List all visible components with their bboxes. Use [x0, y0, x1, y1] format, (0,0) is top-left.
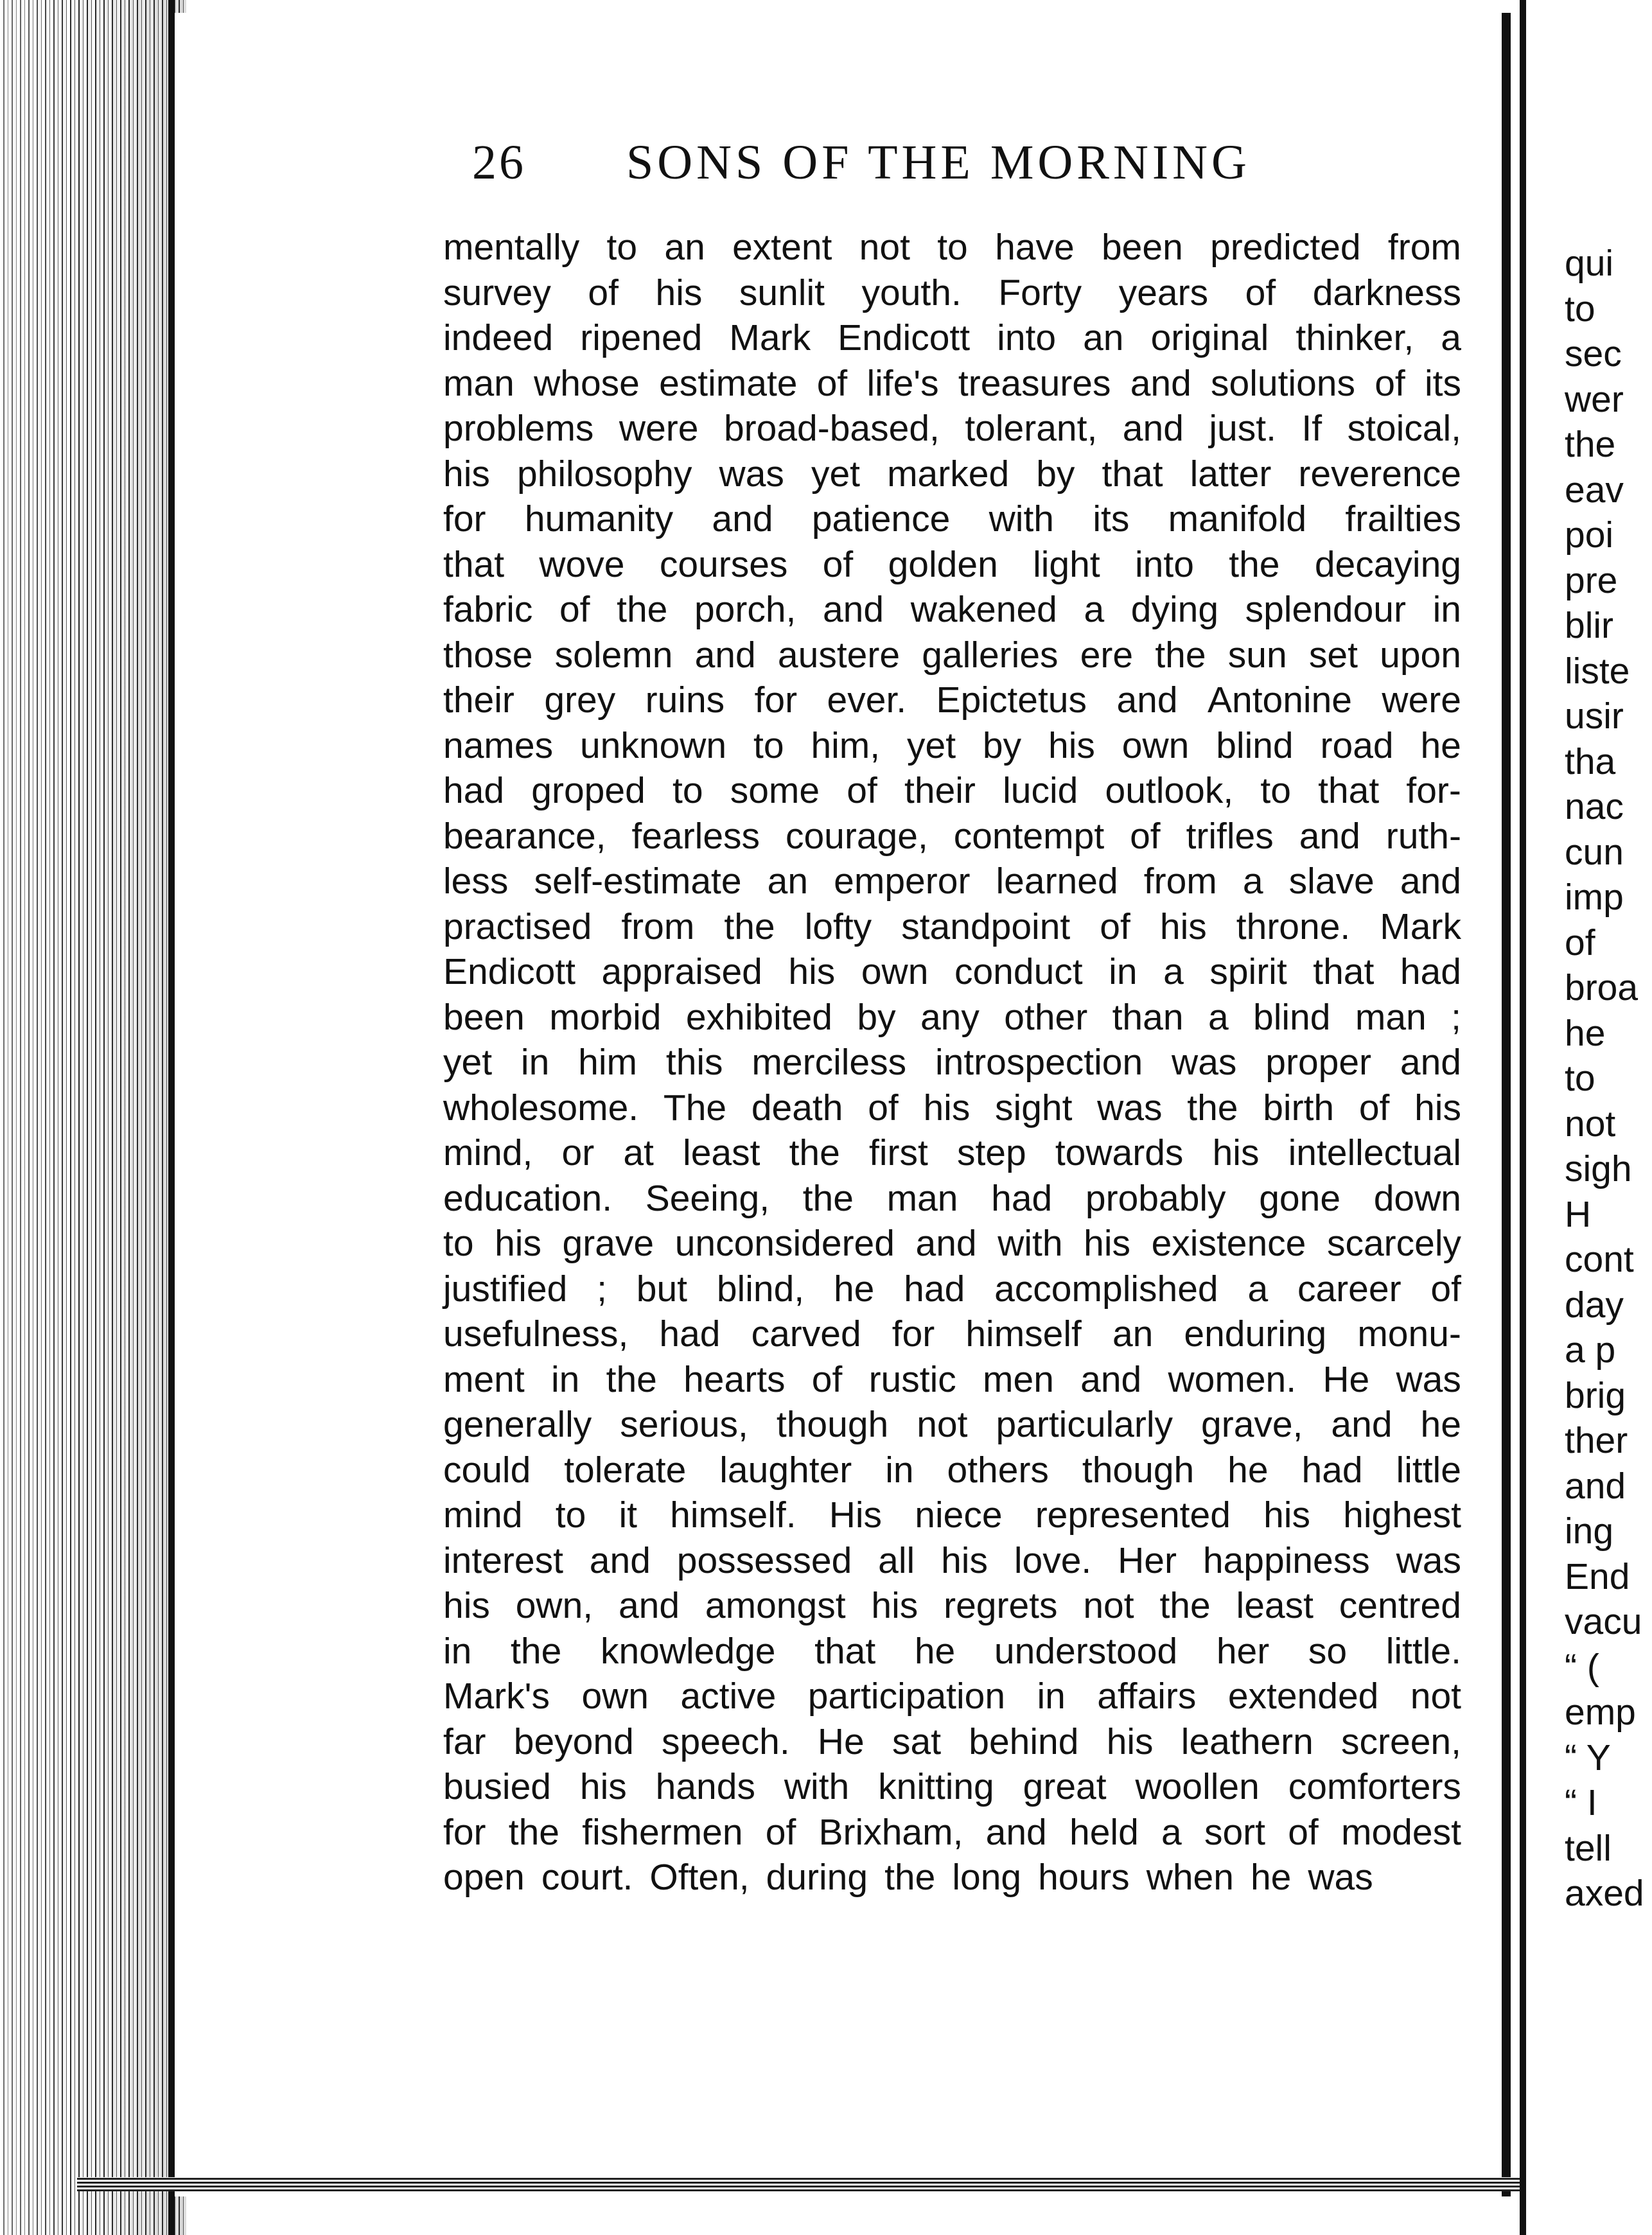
facing-text-fragment: ing: [1565, 1511, 1614, 1552]
facing-text-fragment: qui: [1565, 243, 1614, 284]
facing-text-fragment: of: [1565, 922, 1595, 963]
facing-text-fragment: blir: [1565, 605, 1614, 646]
text-line: in the knowledge that he understood her so little.: [443, 1630, 1461, 1672]
facing-text-fragment: emp: [1565, 1692, 1636, 1733]
facing-text-fragment: liste: [1565, 650, 1630, 692]
text-line: indeed ripened Mark Endicott into an original thinker, a: [443, 317, 1461, 358]
facing-text-fragment: tell: [1565, 1827, 1612, 1869]
facing-page-text: [1565, 241, 1644, 1916]
facing-text-fragment: nac: [1565, 786, 1624, 827]
text-line: problems were broad-based, tolerant, and just. If stoical,: [443, 408, 1461, 449]
text-line: could tolerate laughter in others though he had little: [443, 1449, 1461, 1491]
text-line: his philosophy was yet marked by that latter reverence: [443, 453, 1461, 495]
facing-text-fragment: End: [1565, 1556, 1630, 1597]
facing-text-fragment: cont: [1565, 1239, 1634, 1280]
facing-text-fragment: he: [1565, 1012, 1606, 1054]
text-line: mind, or at least the first step towards his intellectual: [443, 1132, 1461, 1173]
text-line: less self-estimate an emperor learned from a slave and: [443, 861, 1461, 902]
facing-text-fragment: “ (: [1565, 1646, 1599, 1688]
text-line: interest and possessed all his love. Her happiness was: [443, 1539, 1461, 1581]
text-line: yet in him this merciless introspection was proper and: [443, 1042, 1461, 1083]
facing-text-fragment: to: [1565, 288, 1595, 329]
facing-text-fragment: “ I: [1565, 1782, 1597, 1823]
facing-text-fragment: tha: [1565, 741, 1616, 782]
facing-text-fragment: to: [1565, 1058, 1595, 1099]
text-line: far beyond speech. He sat behind his leathern screen,: [443, 1721, 1461, 1762]
running-head: [472, 135, 1307, 206]
facing-text-fragment: imp: [1565, 877, 1624, 918]
text-line: had groped to some of their lucid outlook, to that for-: [443, 770, 1461, 811]
facing-text-fragment: day: [1565, 1284, 1624, 1326]
facing-text-fragment: sec: [1565, 333, 1622, 374]
text-line: busied his hands with knitting great woollen comforters: [443, 1766, 1461, 1807]
text-line: for humanity and patience with its manifold frailties: [443, 498, 1461, 539]
text-line: practised from the lofty standpoint of his throne. Mark: [443, 906, 1461, 947]
text-line: survey of his sunlit youth. Forty years of darkness: [443, 272, 1461, 313]
text-line: those solemn and austere galleries ere the sun set upon: [443, 634, 1461, 676]
facing-text-fragment: H: [1565, 1193, 1592, 1235]
text-line: mind to it himself. His niece represented his highest: [443, 1494, 1461, 1536]
facing-text-fragment: vacu: [1565, 1601, 1642, 1642]
page-binding-line: [168, 0, 175, 2235]
facing-text-fragment: pre: [1565, 559, 1618, 601]
text-line: ment in the hearts of rustic men and women. He was: [443, 1358, 1461, 1400]
facing-text-fragment: axed: [1565, 1873, 1644, 1914]
text-line: been morbid exhibited by any other than a blind man ;: [443, 996, 1461, 1038]
text-line: man whose estimate of life's treasures and solutions of its: [443, 362, 1461, 404]
text-line: their grey ruins for ever. Epictetus and Antonine were: [443, 679, 1461, 721]
text-line: mentally to an extent not to have been predicted from: [443, 227, 1461, 268]
page-bottom-edge: [77, 2177, 1522, 2191]
text-line: usefulness, had carved for himself an enduring monu-: [443, 1313, 1461, 1354]
book-title: SONS OF THE MORNING: [626, 136, 1251, 189]
page-number: 26: [472, 136, 526, 189]
facing-text-fragment: cun: [1565, 831, 1624, 873]
text-line: to his grave unconsidered and with his existence scarcely: [443, 1223, 1461, 1264]
facing-text-fragment: sigh: [1565, 1148, 1632, 1189]
text-line: for the fishermen of Brixham, and held a sort of modest: [443, 1811, 1461, 1853]
text-line: wholesome. The death of his sight was the birth of his: [443, 1087, 1461, 1128]
text-line: fabric of the porch, and wakened a dying splendour in: [443, 589, 1461, 630]
facing-text-fragment: ther: [1565, 1420, 1628, 1461]
facing-text-fragment: poi: [1565, 514, 1614, 556]
facing-text-fragment: wer: [1565, 378, 1624, 420]
facing-text-fragment: and: [1565, 1465, 1626, 1507]
text-line: justified ; but blind, he had accomplished a career of: [443, 1268, 1461, 1310]
body-text: [443, 225, 1461, 1900]
facing-page: [1520, 0, 1652, 2235]
text-line: generally serious, though not particularly grave, and he: [443, 1404, 1461, 1445]
text-line: open court. Often, during the long hours when he was: [443, 1857, 1373, 1898]
text-line: Mark's own active participation in affairs extended not: [443, 1676, 1461, 1717]
facing-text-fragment: brig: [1565, 1374, 1626, 1416]
text-line: his own, and amongst his regrets not the least centred: [443, 1585, 1461, 1626]
text-line: Endicott appraised his own conduct in a spirit that had: [443, 951, 1461, 992]
text-line: names unknown to him, yet by his own blind road he: [443, 724, 1461, 766]
page-edge-shading: [0, 0, 186, 2235]
facing-text-fragment: broa: [1565, 967, 1639, 1008]
facing-text-fragment: “ Y: [1565, 1737, 1611, 1778]
facing-text-fragment: usir: [1565, 696, 1624, 737]
text-line: bearance, fearless courage, contempt of trifles and ruth-: [443, 815, 1461, 857]
facing-text-fragment: the: [1565, 424, 1616, 465]
text-line: that wove courses of golden light into the decaying: [443, 543, 1461, 585]
facing-text-fragment: not: [1565, 1103, 1616, 1144]
facing-text-fragment: eav: [1565, 469, 1624, 511]
facing-text-fragment: a p: [1565, 1329, 1616, 1371]
text-line: education. Seeing, the man had probably gone down: [443, 1177, 1461, 1219]
